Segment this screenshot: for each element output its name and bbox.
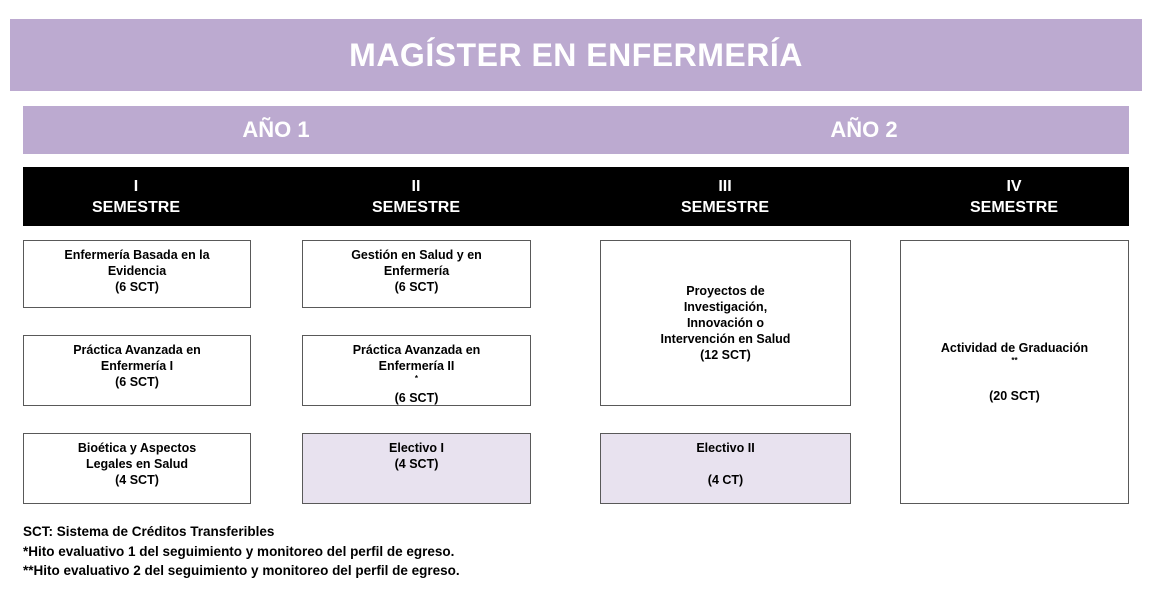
- course-name-line: Proyectos de: [686, 284, 765, 298]
- course-name-line: Enfermería II *: [378, 359, 455, 383]
- title-text: MAGÍSTER EN ENFERMERÍA: [349, 36, 803, 73]
- semester-2-label: SEMESTRE: [371, 198, 460, 216]
- course-name-line: Electivo I: [389, 441, 444, 455]
- course-credits: (6 SCT): [115, 375, 159, 389]
- year-header: [23, 106, 1129, 154]
- semester-4-header: [889, 167, 1139, 226]
- course-name-line: Innovación o: [686, 316, 765, 330]
- course-pae1: [23, 335, 251, 406]
- course-pae2: [302, 335, 531, 406]
- course-electivo-1: [302, 433, 531, 504]
- semester-1-label: SEMESTRE: [91, 198, 180, 216]
- course-name-line: Bioética y Aspectos: [77, 441, 197, 455]
- semester-2-header: [291, 167, 541, 226]
- course-name-line: Evidencia: [107, 264, 167, 278]
- footnote-sct: SCT: Sistema de Créditos Transferibles: [23, 524, 275, 539]
- course-gestion: [302, 240, 531, 308]
- course-bioetica: [23, 433, 251, 504]
- course-name-line: Legales en Salud: [85, 457, 189, 471]
- course-name-line: Intervención en Salud: [660, 332, 791, 346]
- semester-1-numeral: I: [133, 177, 139, 195]
- semester-3-numeral: III: [718, 177, 732, 195]
- course-name-line: Actividad de Graduación **: [940, 341, 1089, 365]
- course-name-line: Enfermería: [383, 264, 450, 278]
- course-name-line: Práctica Avanzada en: [73, 343, 201, 357]
- footnotes: [23, 522, 460, 581]
- course-credits: (4 CT): [707, 473, 744, 487]
- course-name-line: Electivo II: [696, 441, 755, 455]
- course-name-line: Enfermería Basada en la: [64, 248, 210, 262]
- course-ebe: [23, 240, 251, 308]
- course-name-line: Investigación,: [683, 300, 768, 314]
- course-credits: (4 SCT): [394, 457, 439, 471]
- semester-2-numeral: II: [411, 177, 421, 195]
- course-electivo-2: [600, 433, 851, 504]
- semester-header: [23, 167, 1129, 226]
- course-credits: (12 SCT): [700, 348, 751, 362]
- semester-3-header: [600, 167, 850, 226]
- footnote-hito-2: **Hito evaluativo 2 del seguimiento y monitoreo del perfil de egreso.: [23, 563, 460, 578]
- course-graduacion: [900, 240, 1129, 504]
- course-name-line: Práctica Avanzada en: [352, 343, 481, 357]
- footnote-mark: *: [414, 373, 419, 383]
- footnote-hito-1: *Hito evaluativo 1 del seguimiento y monitoreo del perfil de egreso.: [23, 543, 455, 559]
- course-credits: (20 SCT): [989, 389, 1040, 403]
- course-credits: (6 SCT): [394, 391, 439, 405]
- course-credits: (4 SCT): [115, 473, 159, 487]
- semester-4-numeral: IV: [1006, 177, 1022, 195]
- course-credits: (6 SCT): [115, 280, 159, 294]
- course-credits: (6 SCT): [394, 280, 439, 294]
- semester-3-label: SEMESTRE: [680, 198, 769, 216]
- semester-4-label: SEMESTRE: [969, 198, 1058, 216]
- course-name-line: Gestión en Salud y en: [351, 248, 482, 262]
- page-title: [10, 19, 1142, 91]
- year-2-label: AÑO 2: [830, 117, 898, 142]
- semester-1-header: [11, 167, 261, 226]
- year-1-label: AÑO 1: [242, 117, 310, 142]
- course-name-line: Enfermería I: [100, 359, 174, 373]
- course-proyectos: [600, 240, 851, 406]
- footnote-mark: **: [1011, 355, 1018, 365]
